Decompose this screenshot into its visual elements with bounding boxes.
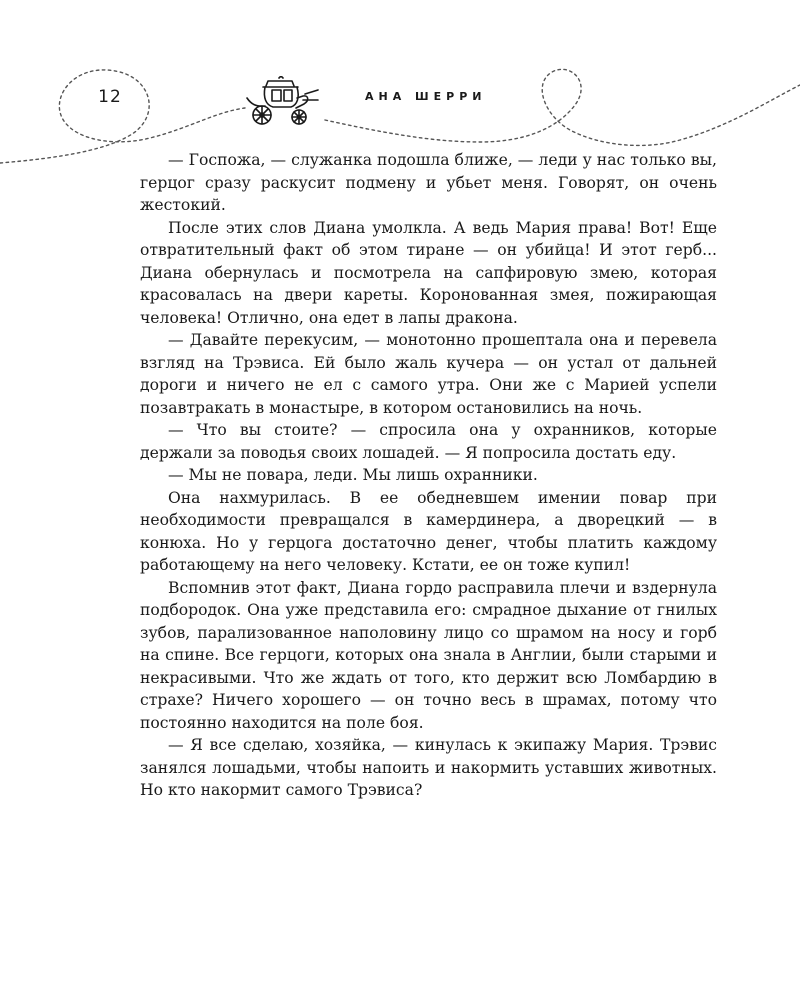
paragraph: Она нахмурилась. В ее обедневшем имении повар при необходимости превращался в камердинера, а дворецкий — в конюха. Но у герцога достаточно денег, чтобы платить каждому работающему на него человеку. Кстати, ее он тоже купил! — [140, 488, 717, 574]
paragraph: — Я все сделаю, хозяйка, — кинулась к экипажу Мария. Трэвис занялся лошадьми, чтобы напоить и накормить уставших животных. Но кто накормит самого Трэвиса? — [140, 736, 717, 799]
paragraph: — Что вы стоите? — спросила она у охранников, которые держали за поводья своих лошадей. — Я попросила достать еду. — [140, 421, 717, 462]
paragraph: — Давайте перекусим, — монотонно прошептала она и перевела взгляд на Трэвиса. Ей было жаль кучера — он устал от дальней дороги и ничего не ел с самого утра. Они же с Марией успели позавтракать в монастыре, в котором остановились на ночь. — [140, 331, 717, 417]
page-number: 12 — [98, 87, 122, 107]
body-text — [140, 149, 717, 802]
author-name: АНА ШЕРРИ — [365, 90, 487, 103]
paragraph: Вспомнив этот факт, Диана гордо расправила плечи и вздернула подбородок. Она уже представила его: смрадное дыхание от гнилых зубов, парализованное наполовину лицо со шрамом на носу и горб на спине. Все герцоги, которых она знала в Англии, были старыми и некрасивыми. Что же ждать от того, кто держит всю Ломбардию в страхе? Ничего хорошего — он точно весь в шрамах, потому что постоянно находится на поле боя. — [140, 578, 717, 732]
paragraph: — Госпожа, — служанка подошла ближе, — леди у нас только вы, герцог сразу раскусит подмену и убьет меня. Говорят, он очень жестокий. — [140, 151, 717, 214]
paragraph: — Мы не повара, леди. Мы лишь охранники. — [168, 466, 538, 484]
paragraph: После этих слов Диана умолкла. А ведь Мария права! Вот! Еще отвратительный факт об этом тиране — он убийца! И этот герб... Диана обернулась и посмотрела на сапфировую змею, которая красовалась на двери кареты. Коронованная змея, пожирающая человека! Отлично, она едет в лапы дракона. — [140, 218, 717, 327]
carriage-icon — [246, 76, 320, 126]
